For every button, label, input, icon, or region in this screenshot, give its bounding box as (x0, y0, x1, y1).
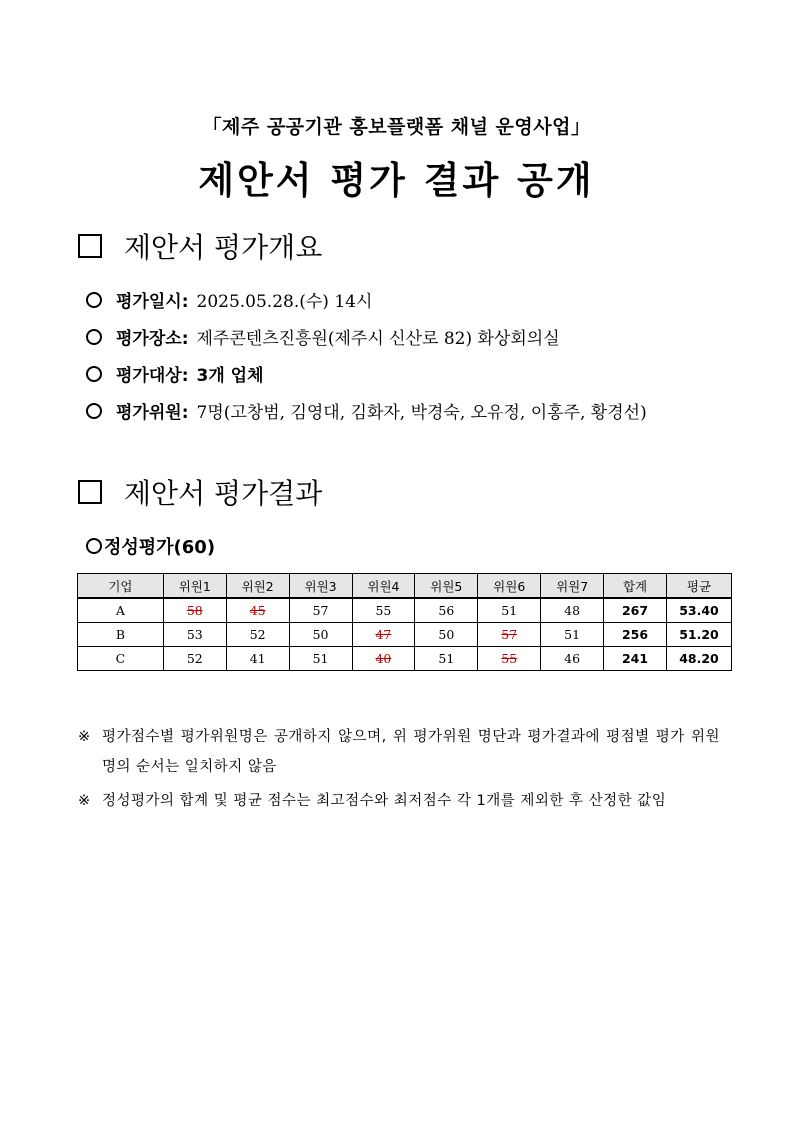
average-cell: 48.20 (666, 647, 731, 671)
overview-item-label: 평가장소: (116, 329, 189, 349)
overview-item-committee (86, 398, 647, 423)
excluded-score-cell: 58 (163, 598, 226, 623)
circle-bullet-icon (86, 403, 102, 419)
overview-item-value: 2025.05.28.(수) 14시 (196, 292, 373, 312)
column-header: 위원7 (541, 574, 604, 599)
table-row (78, 598, 732, 623)
column-header: 위원2 (226, 574, 289, 599)
reference-mark-icon: ※ (78, 729, 91, 745)
overview-item-label: 평가일시: (116, 292, 189, 312)
score-cell: 41 (226, 647, 289, 671)
overview-section-heading (78, 226, 322, 266)
overview-item-value: 7명(고창범, 김영대, 김화자, 박경숙, 오유정, 이홍주, 황경선) (196, 403, 647, 423)
circle-bullet-icon (86, 366, 102, 382)
average-cell: 51.20 (666, 623, 731, 647)
overview-item-label: 평가대상: (116, 366, 189, 386)
overview-item-date (86, 287, 372, 312)
score-table (77, 573, 732, 671)
document-subtitle: 「제주 공공기관 홍보플랫폼 채널 운영사업」 (202, 116, 591, 138)
circle-bullet-icon (86, 329, 102, 345)
overview-item-place (86, 324, 560, 349)
results-section-heading (78, 472, 322, 512)
excluded-score-cell: 47 (352, 623, 415, 647)
note-text: 평가점수별 평가위원명은 공개하지 않으며, 위 평가위원 명단과 평가결과에 평점별 평가 위원명의 순서는 일치하지 않음 (102, 729, 720, 775)
column-header: 평균 (666, 574, 731, 599)
overview-item-target (86, 361, 264, 386)
note-2 (78, 786, 720, 816)
total-cell: 267 (604, 598, 667, 623)
overview-heading-text: 제안서 평가개요 (124, 231, 323, 264)
total-cell: 256 (604, 623, 667, 647)
overview-item-value: 제주콘텐츠진흥원(제주시 신산로 82) 화상회의실 (196, 329, 560, 349)
score-cell: 50 (415, 623, 478, 647)
circle-bullet-icon (86, 292, 102, 308)
total-cell: 241 (604, 647, 667, 671)
reference-mark-icon: ※ (78, 793, 91, 809)
score-cell: 51 (415, 647, 478, 671)
excluded-score-cell: 57 (478, 623, 541, 647)
score-cell: 52 (226, 623, 289, 647)
score-cell: 51 (289, 647, 352, 671)
company-cell: C (78, 647, 164, 671)
excluded-score-cell: 45 (226, 598, 289, 623)
company-cell: B (78, 623, 164, 647)
score-cell: 57 (289, 598, 352, 623)
note-1 (78, 722, 720, 782)
overview-item-label: 평가위원: (116, 403, 189, 423)
circle-bullet-icon (86, 538, 102, 554)
results-heading-text: 제안서 평가결과 (124, 477, 323, 510)
column-header: 위원5 (415, 574, 478, 599)
score-cell: 53 (163, 623, 226, 647)
excluded-score-cell: 40 (352, 647, 415, 671)
note-text: 정성평가의 합계 및 평균 점수는 최고점수와 최저점수 각 1개를 제외한 후 산정한 값임 (102, 793, 667, 809)
score-cell: 51 (541, 623, 604, 647)
qualitative-eval-text: 정성평가(60) (104, 537, 216, 558)
score-cell: 56 (415, 598, 478, 623)
table-row (78, 623, 732, 647)
column-header: 위원3 (289, 574, 352, 599)
average-cell: 53.40 (666, 598, 731, 623)
overview-item-value: 3개 업체 (196, 366, 264, 386)
qualitative-eval-heading (86, 533, 215, 559)
column-header: 기업 (78, 574, 164, 599)
column-header: 합계 (604, 574, 667, 599)
column-header: 위원4 (352, 574, 415, 599)
score-table-body (78, 598, 732, 671)
score-cell: 51 (478, 598, 541, 623)
square-bullet-icon (78, 234, 102, 258)
document-title: 제안서 평가 결과 공개 (198, 159, 595, 202)
score-cell: 48 (541, 598, 604, 623)
column-header: 위원1 (163, 574, 226, 599)
score-cell: 50 (289, 623, 352, 647)
excluded-score-cell: 55 (478, 647, 541, 671)
score-cell: 55 (352, 598, 415, 623)
company-cell: A (78, 598, 164, 623)
column-header: 위원6 (478, 574, 541, 599)
score-cell: 52 (163, 647, 226, 671)
score-cell: 46 (541, 647, 604, 671)
table-row (78, 647, 732, 671)
square-bullet-icon (78, 480, 102, 504)
table-header-row (78, 574, 732, 599)
